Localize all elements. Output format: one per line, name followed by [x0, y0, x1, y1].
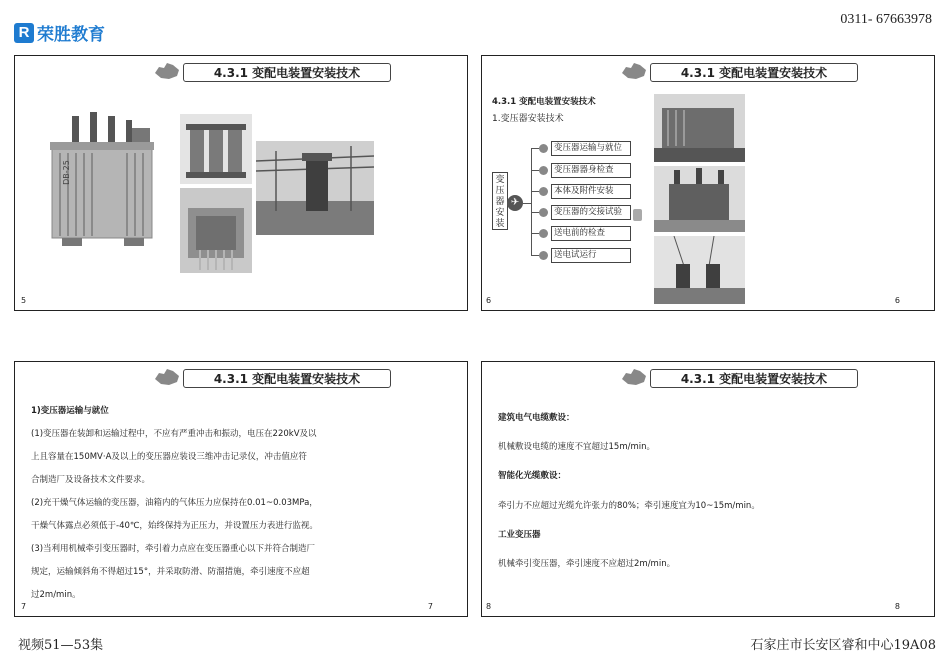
text-line: 合制造厂及设备技术文件要求。 [31, 475, 151, 485]
radiator-photo [180, 188, 252, 273]
tree-item: 送电试运行 [551, 248, 631, 263]
address: 石家庄市长安区睿和中心19A08 [750, 638, 936, 653]
tree-item: 变压器器身检查 [551, 163, 631, 178]
brand-name: 荣胜教育 [37, 25, 105, 45]
text-line: 规定，运输倾斜角不得超过15°，并采取防滑、防溜措施，牵引速度不应超 [31, 567, 310, 577]
logo-mark: R [14, 23, 34, 43]
brand-logo [14, 20, 105, 45]
page-number-left: 6 [486, 296, 492, 305]
slide-8 [481, 361, 935, 617]
section-subheading: 1.变压器安装技术 [492, 114, 564, 124]
slide-7 [14, 361, 468, 617]
text-line: 1)变压器运输与就位 [31, 406, 109, 416]
bullet-icon [539, 229, 548, 238]
slide-title: 4.3.1 变配电装置安装技术 [650, 369, 858, 388]
bullet-icon [539, 144, 548, 153]
slide-6 [481, 55, 935, 311]
text-line: (3)当利用机械牵引变压器时，牵引着力点应在变压器重心以下并符合制造厂 [31, 544, 316, 554]
transformer-photo [32, 108, 165, 258]
dry-transformer-photo [180, 114, 252, 184]
page-number-right: 6 [894, 296, 900, 305]
text-line: 干燥气体露点必须低于-40℃，始终保持为正压力，并设置压力表进行监视。 [31, 521, 318, 531]
tree-item: 本体及附件安装 [551, 184, 631, 199]
text-line: 过2m/min。 [31, 590, 81, 600]
tree-item: 送电前的检查 [551, 226, 631, 241]
tree-root-label: 变压器安装 [492, 172, 508, 230]
map-icon [620, 367, 648, 387]
transformer-label: DB-25 [61, 160, 71, 185]
site-photo-1 [654, 94, 745, 162]
bullet-icon [539, 187, 548, 196]
tree-item: 变压器运输与就位 [551, 141, 631, 156]
page-number-left: 7 [21, 602, 27, 611]
page-number-left: 8 [486, 602, 492, 611]
page-number: 5 [21, 296, 27, 305]
phone-number: 0311- 67663978 [840, 12, 932, 27]
text-line: 牵引力不应超过光缆允许张力的80%；牵引速度宜为10~15m/min。 [498, 501, 760, 511]
map-icon [153, 61, 181, 81]
text-line: 智能化光缆敷设： [498, 471, 567, 481]
page-number-right: 7 [427, 602, 433, 611]
bullet-icon [539, 251, 548, 260]
map-icon [153, 367, 181, 387]
bullet-icon [539, 208, 548, 217]
substation-photo [256, 141, 374, 235]
page-number-right: 8 [894, 602, 900, 611]
bullet-icon [539, 166, 548, 175]
text-line: 建筑电气电缆敷设： [498, 413, 575, 423]
slide-title: 4.3.1 变配电装置安装技术 [183, 63, 391, 82]
site-photo-3 [654, 236, 745, 304]
text-line: 上且容量在150MV·A及以上的变压器应装设三维冲击记录仪，冲击值应符 [31, 452, 307, 462]
text-line: 机械牵引变压器，牵引速度不应超过2m/min。 [498, 559, 676, 569]
map-icon [620, 61, 648, 81]
marker-icon [633, 209, 642, 221]
video-range: 视频51—53集 [18, 638, 104, 653]
text-line: 工业变压器 [498, 530, 541, 540]
text-line: 机械敷设电缆的速度不宜超过15m/min。 [498, 442, 655, 452]
text-line: (2)充干燥气体运输的变压器，油箱内的气体压力应保持在0.01~0.03MPa， [31, 498, 318, 508]
text-line: (1)变压器在装卸和运输过程中，不应有严重冲击和振动，电压在220kV及以 [31, 429, 317, 439]
slide-title: 4.3.1 变配电装置安装技术 [183, 369, 391, 388]
tree-item: 变压器的交接试验 [551, 205, 631, 220]
slide-5 [14, 55, 468, 311]
section-heading: 4.3.1 变配电装置安装技术 [492, 97, 596, 107]
slide-title: 4.3.1 变配电装置安装技术 [650, 63, 858, 82]
airplane-icon: ✈ [507, 195, 523, 211]
site-photo-2 [654, 166, 745, 232]
